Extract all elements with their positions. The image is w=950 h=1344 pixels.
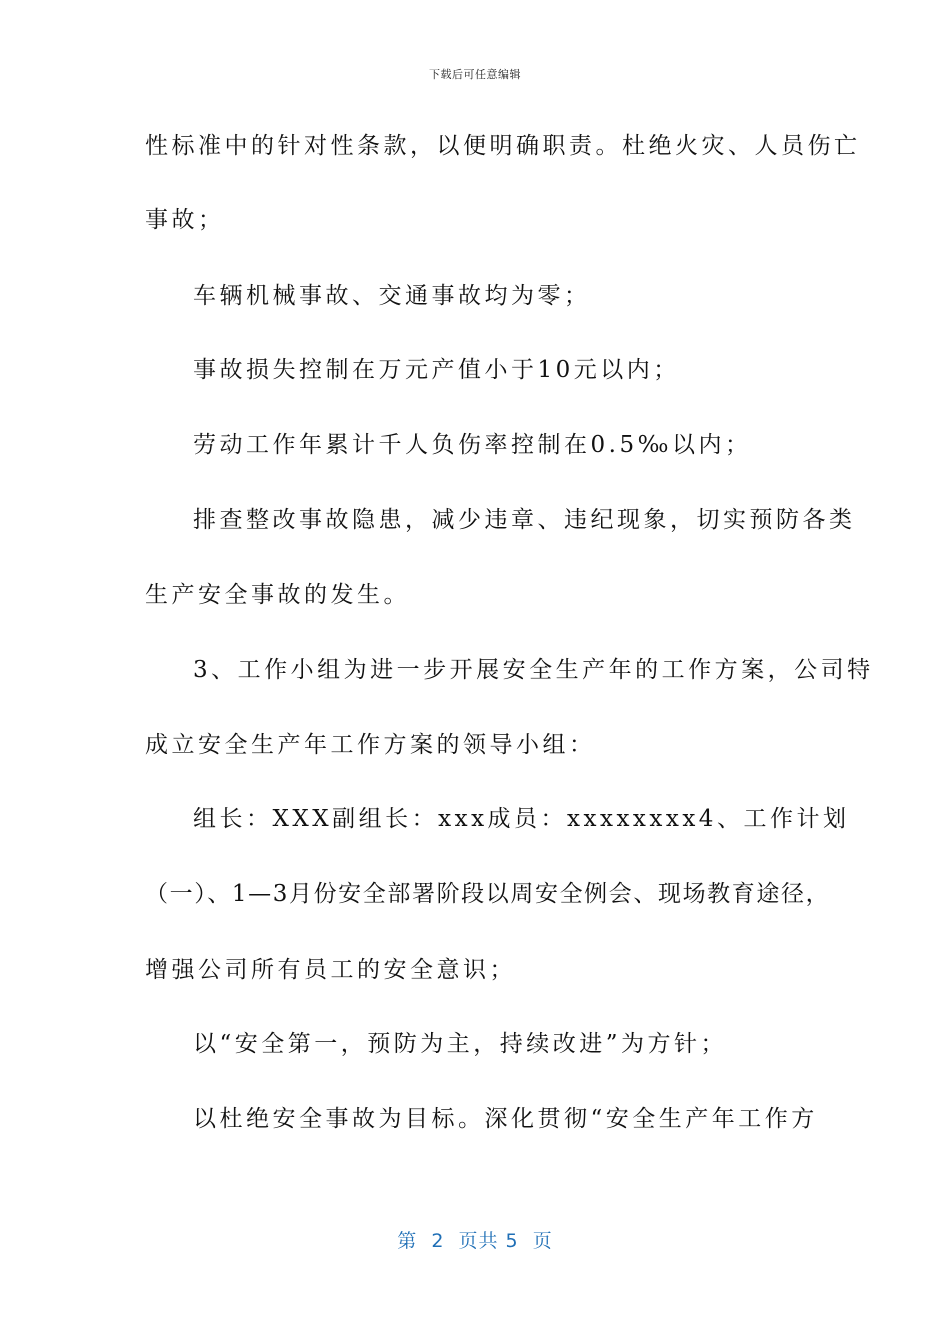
body-line-13: 以“安全第一，预防为主，持续改进”为方针； — [193, 1031, 728, 1057]
body-line-6: 排查整改事故隐患，减少违章、违纪现象，切实预防各类 — [193, 507, 856, 533]
body-line-7: 生产安全事故的发生。 — [145, 582, 410, 608]
page-footer-page-number: 第 2 页共 5 页 — [397, 1230, 553, 1252]
page-header: 下载后可任意编辑 — [429, 68, 521, 81]
body-line-12: 增强公司所有员工的安全意识； — [145, 957, 516, 983]
body-line-10: 组长：XXX副组长：xxx成员：xxxxxxxx4、工作计划 — [193, 806, 850, 832]
body-line-2: 事故； — [145, 207, 225, 233]
body-line-4: 事故损失控制在万元产值小于10元以内； — [193, 357, 680, 383]
body-line-14: 以杜绝安全事故为目标。深化贯彻“安全生产年工作方 — [193, 1106, 818, 1132]
body-line-1: 性标准中的针对性条款，以便明确职责。杜绝火灾、人员伤亡 — [145, 133, 861, 159]
body-line-5: 劳动工作年累计千人负伤率控制在0.5‰以内； — [193, 432, 752, 458]
body-line-9: 成立安全生产年工作方案的领导小组： — [145, 732, 596, 758]
body-line-3: 车辆机械事故、交通事故均为零； — [193, 283, 591, 309]
body-line-8: 3、工作小组为进一步开展安全生产年的工作方案，公司特 — [193, 657, 874, 683]
body-line-11: （一）、1—3月份安全部署阶段以周安全例会、现场教育途径， — [145, 881, 831, 907]
